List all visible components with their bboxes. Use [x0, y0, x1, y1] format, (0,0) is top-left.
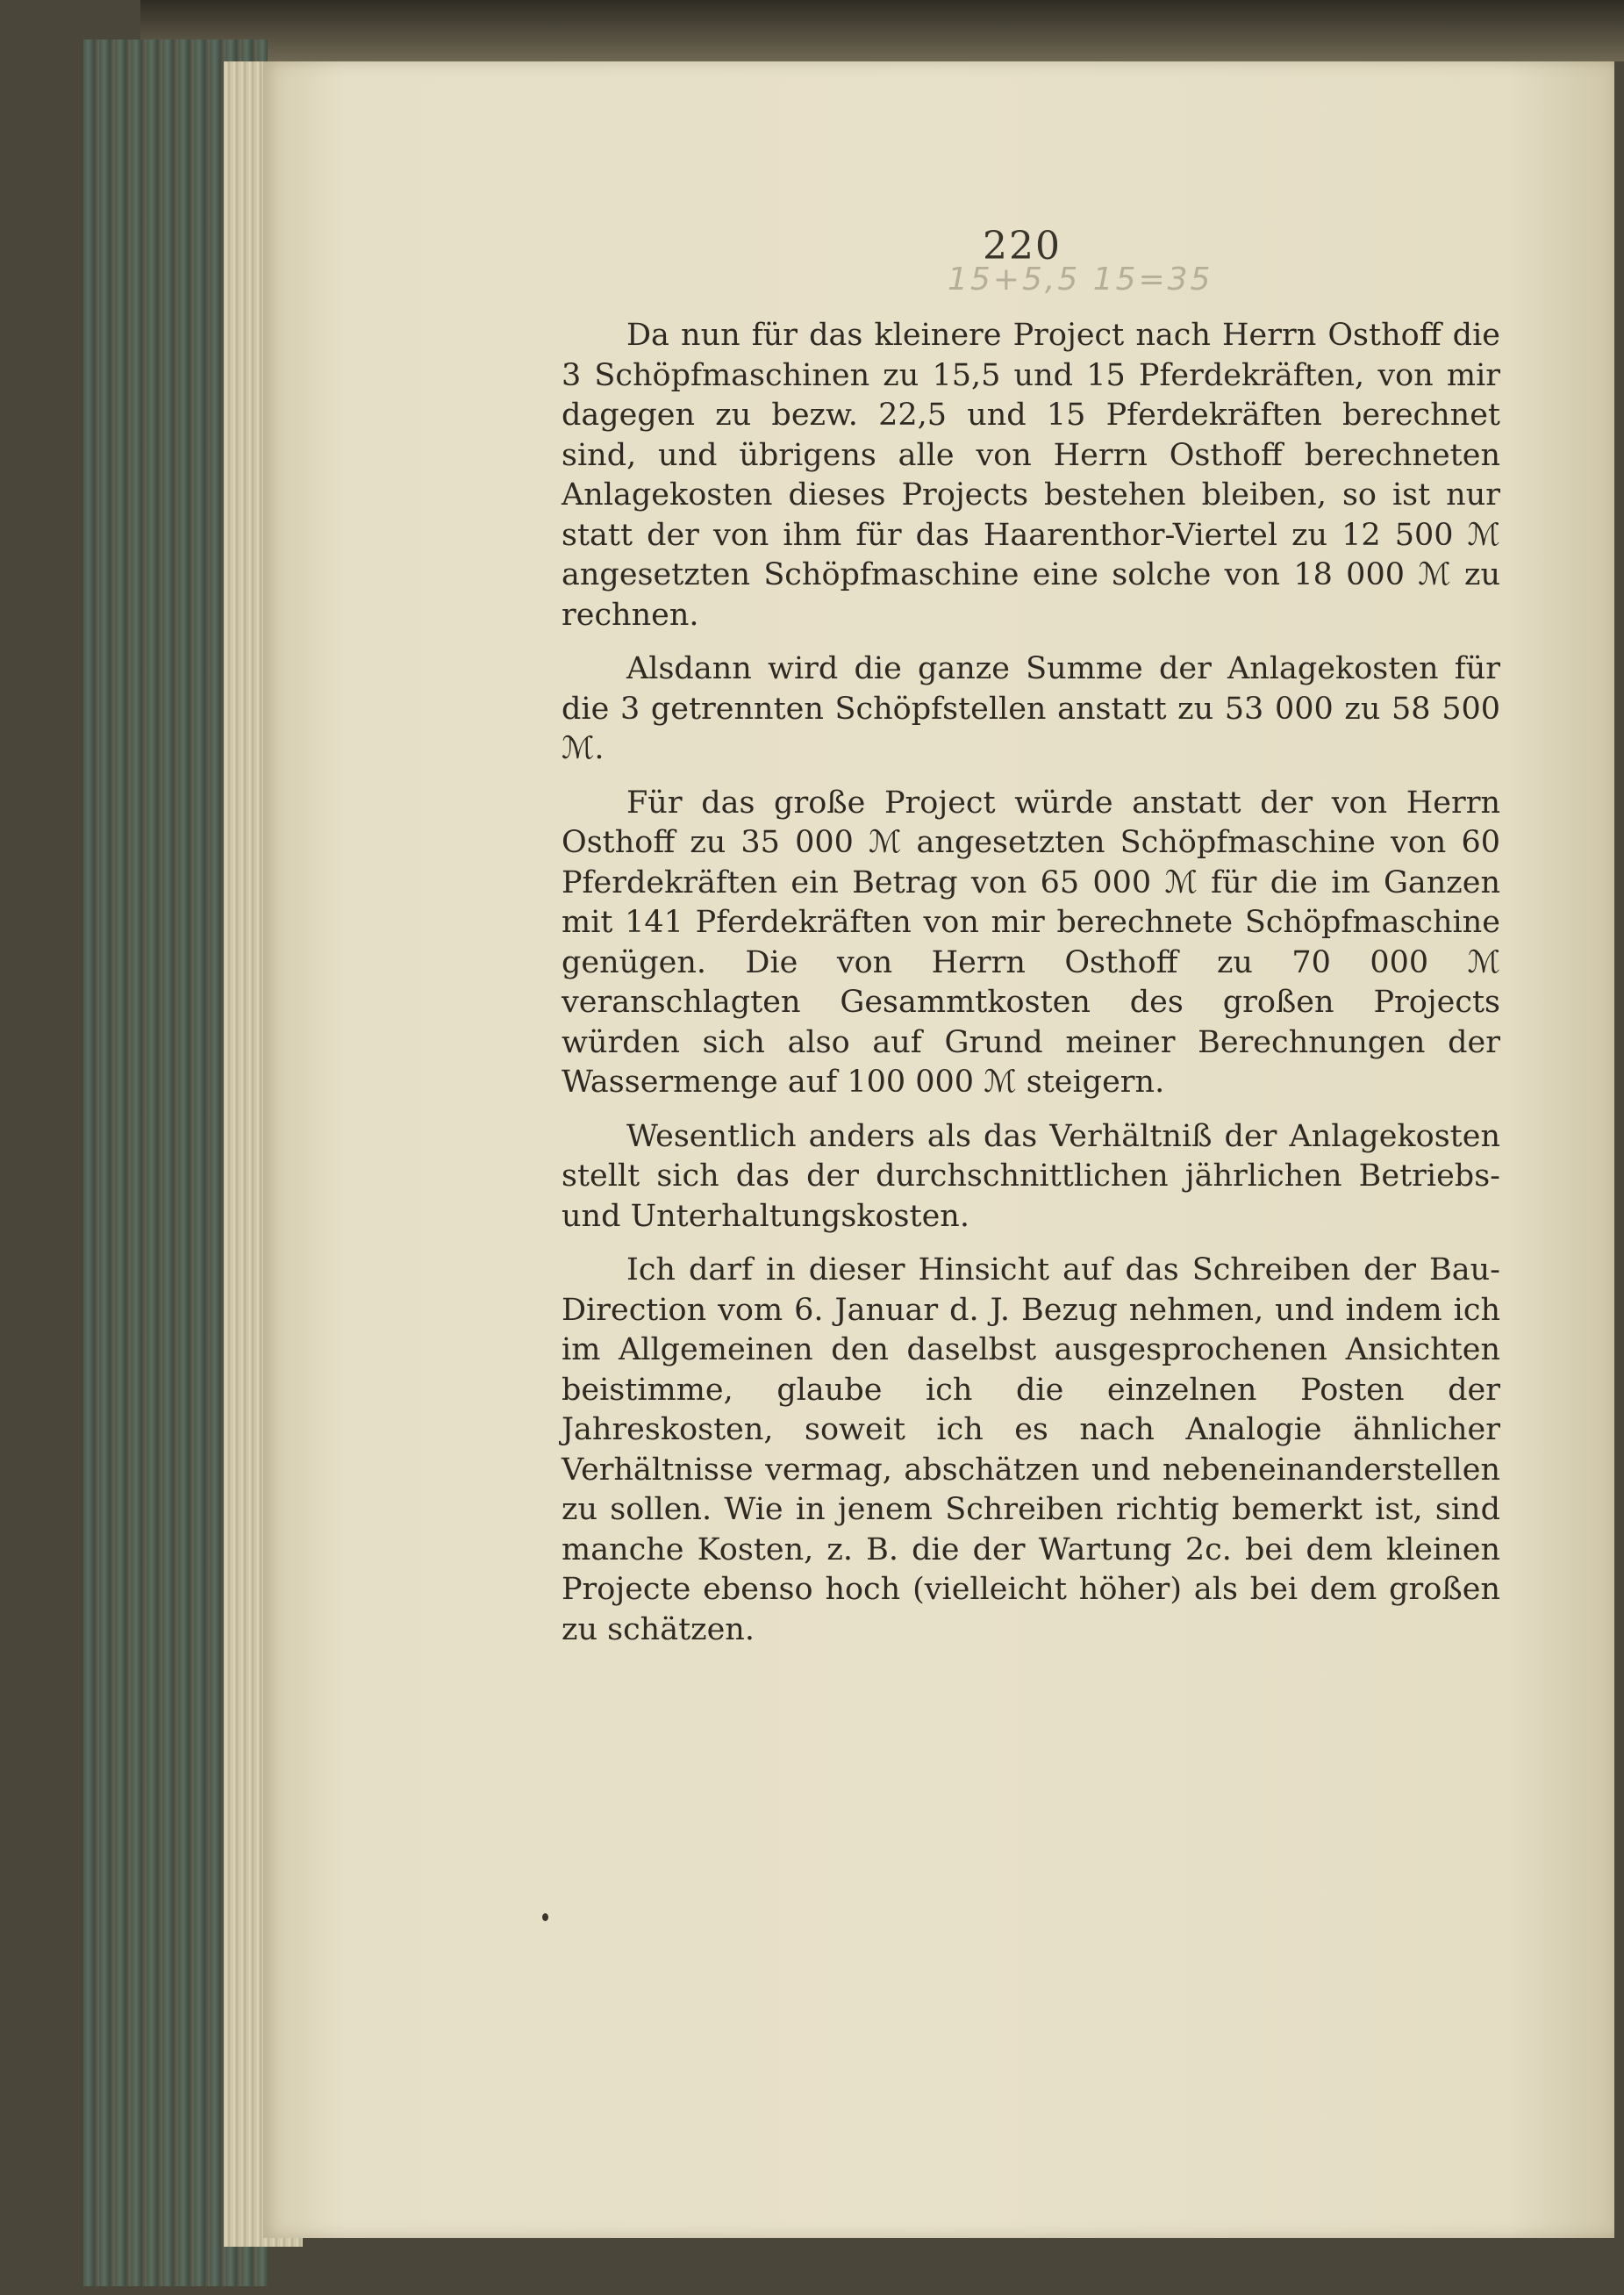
- paragraph-1: Da nun für das kleinere Project nach Herrn Osthoff die 3 Schöpfmaschinen zu 15,5 und 15 Pferdekräften, von mir dagegen zu bezw. 22,5 und 15 Pferdekräften berechnet sind, und übrigens alle von Herrn Osthoff berechneten Anlagekosten dieses Projects bestehen bleiben, so ist nur statt der von ihm für das Haarenthor-Viertel zu 12 500 ℳ angesetzten Schöpfmaschine eine solche von 18 000 ℳ zu rechnen.: [562, 318, 1500, 633]
- scan-background-top: [140, 0, 1624, 61]
- body-text: [562, 316, 1500, 1664]
- pencil-annotation: 15+5,5 15=35: [948, 262, 1213, 298]
- ink-spot: [542, 1913, 548, 1921]
- page-number: 220: [983, 224, 1062, 269]
- paragraph-4: Wesentlich anders als das Verhältniß der Anlagekosten stellt sich das der durchschnittlichen jährlichen Betriebs- und Unterhaltungskosten.: [562, 1118, 1500, 1234]
- paragraph-2: Alsdann wird die ganze Summe der Anlagekosten für die 3 getrennten Schöpfstellen anstatt zu 53 000 zu 58 500 ℳ.: [562, 651, 1500, 766]
- paragraph-3: Für das große Project würde anstatt der von Herrn Osthoff zu 35 000 ℳ angesetzten Schöpfmaschine von 60 Pferdekräften ein Betrag von 65 000 ℳ für die im Ganzen mit 141 Pferdekräften von mir berechnete Schöpfmaschine genügen. Die von Herrn Osthoff zu 70 000 ℳ veranschlagten Gesammtkosten des großen Projects würden sich also auf Grund meiner Berechnungen der Wassermenge auf 100 000 ℳ steigern.: [562, 785, 1500, 1100]
- paragraph-5: Ich darf in dieser Hinsicht auf das Schreiben der Bau-Direction vom 6. Januar d. J. Bezug nehmen, und indem ich im Allgemeinen den daselbst ausgesprochenen Ansichten beistimme, glaube ich die einzelnen Posten der Jahreskosten, soweit ich es nach Analogie ähnlicher Verhältnisse vermag, abschätzen und nebeneinanderstellen zu sollen. Wie in jenem Schreiben richtig bemerkt ist, sind manche Kosten, z. B. die der Wartung 2c. bei dem kleinen Projecte ebenso hoch (vielleicht höher) als bei dem großen zu schätzen.: [562, 1252, 1500, 1647]
